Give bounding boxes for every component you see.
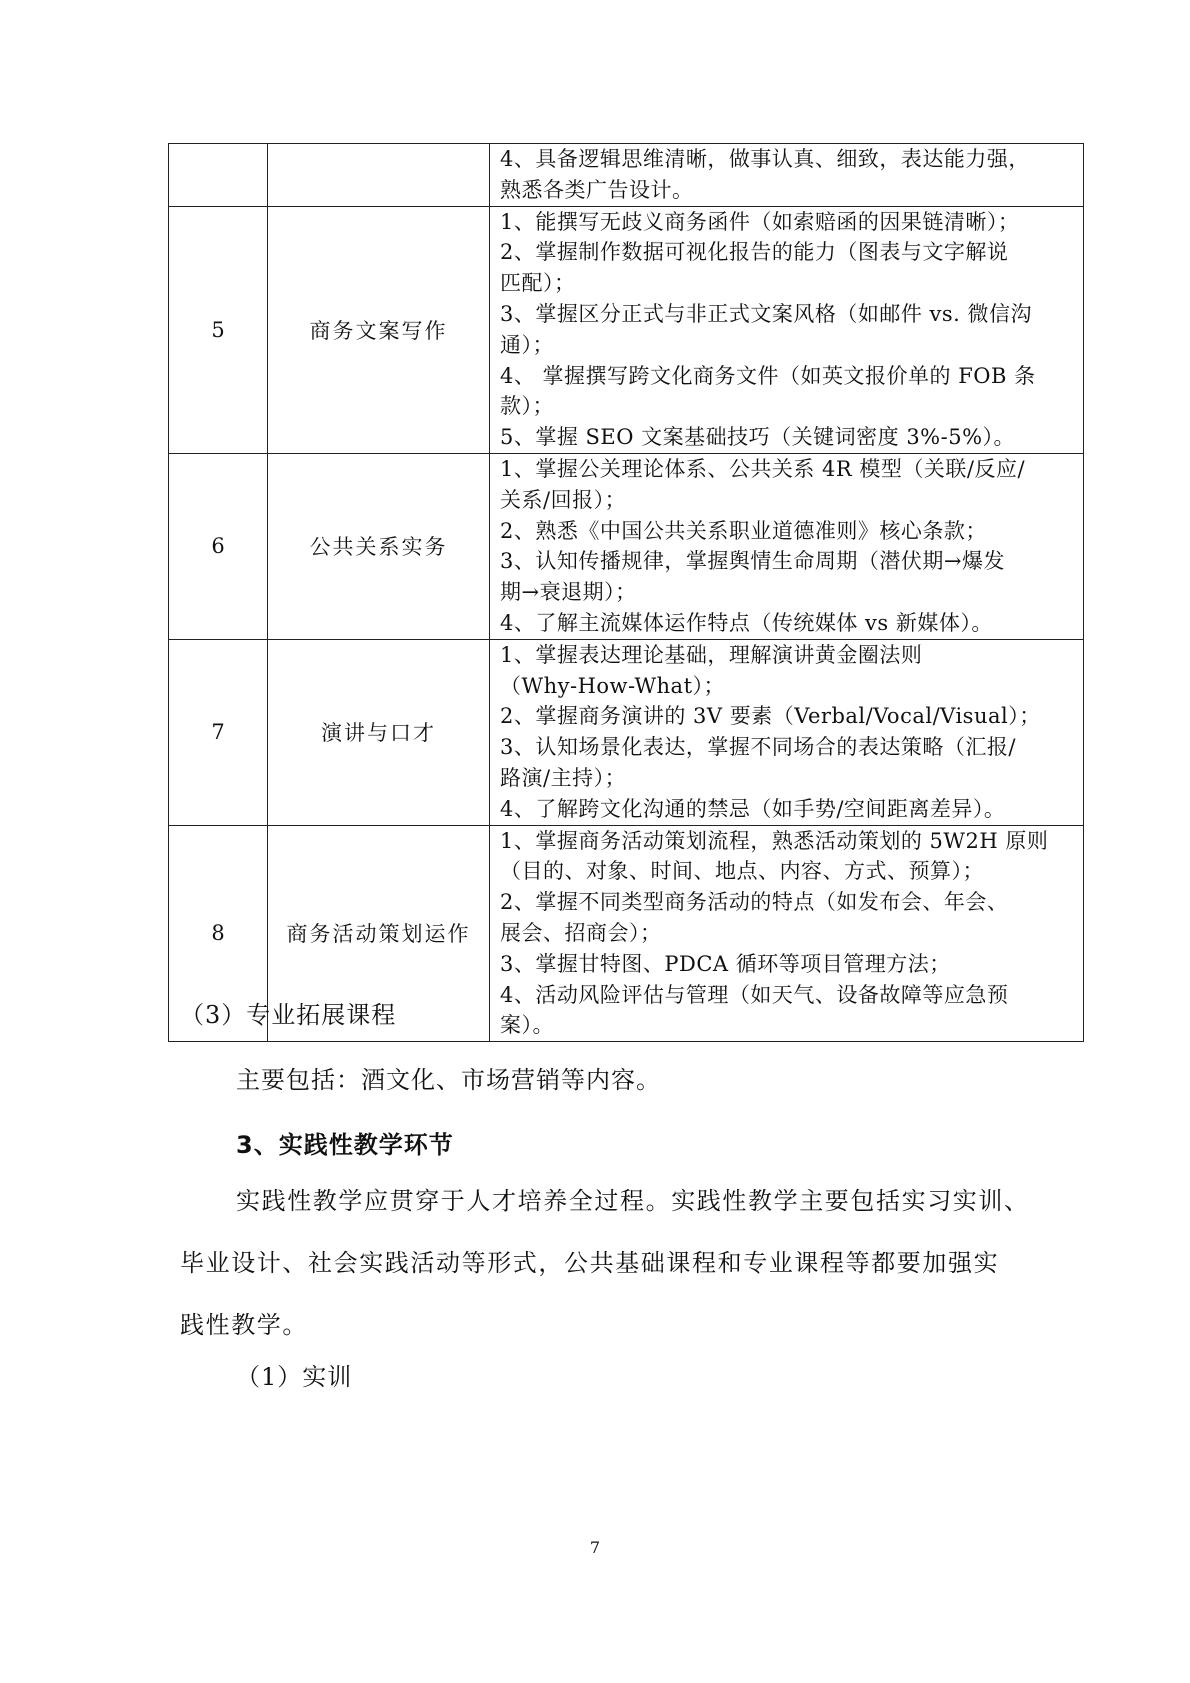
description-line: （目的、对象、时间、地点、内容、方式、预算）；: [500, 859, 984, 884]
description-line: 2、掌握制作数据可视化报告的能力（图表与文字解说: [500, 240, 1009, 265]
description-line: 关系/回报）；: [500, 487, 627, 512]
extension-body: 主要包括：酒文化、市场营销等内容。: [236, 1066, 661, 1094]
practice-heading: 3、实践性教学环节: [236, 1131, 454, 1159]
description-line: 通）；: [500, 332, 554, 357]
description-line: 3、掌握甘特图、PDCA 循环等项目管理方法；: [500, 951, 951, 976]
description-line: 4、具备逻辑思维清晰，做事认真、细致，表达能力强，: [500, 147, 1030, 171]
description-line: 5、掌握 SEO 文案基础技巧（关键词密度 3%-5%）。: [500, 425, 1016, 450]
section-extension-heading: （3）专业拓展课程: [180, 1001, 397, 1029]
practice-line-1: 实践性教学应贯穿于人才培养全过程。实践性教学主要包括实习实训、: [236, 1187, 1030, 1215]
description-line: （Why-How-What）；: [500, 673, 726, 698]
table-row: [169, 453, 1084, 639]
course-name-cell: 商务活动策划运作: [268, 825, 490, 1042]
description-line: 展会、招商会）；: [500, 920, 662, 945]
description-line: 4、了解跨文化沟通的禁忌（如手势/空间距离差异）。: [500, 796, 1006, 821]
description-line: 3、认知传播规律，掌握舆情生命周期（潜伏期→爆发: [500, 549, 1005, 574]
course-number-cell: 8: [169, 825, 268, 1042]
practice-line-3: 践性教学。: [180, 1311, 308, 1339]
course-name-cell: 演讲与口才: [268, 639, 490, 825]
practice-paragraph: [180, 1170, 1080, 1356]
description-line: 匹配）；: [500, 271, 576, 296]
course-name-cell: [268, 144, 490, 207]
course-name-cell: 商务文案写作: [268, 206, 490, 453]
training-heading: （1）实训: [236, 1363, 353, 1391]
description-line: 2、熟悉《中国公共关系职业道德准则》核心条款；: [500, 518, 987, 543]
course-description-cell: [490, 206, 1084, 453]
course-number-cell: [169, 144, 268, 207]
description-line: 4、 掌握撰写跨文化商务文件（如英文报价单的 FOB 条: [500, 363, 1036, 388]
description-line: 4、了解主流媒体运作特点（传统媒体 vs 新媒体）。: [500, 610, 993, 635]
course-number-cell: 7: [169, 639, 268, 825]
practice-line-2: 毕业设计、社会实践活动等形式，公共基础课程和专业课程等都要加强实: [180, 1249, 1000, 1277]
description-line: 路演/主持）；: [500, 765, 627, 790]
description-line: 案）。: [500, 1013, 554, 1038]
description-line: 1、掌握商务活动策划流程，熟悉活动策划的 5W2H 原则: [500, 828, 1049, 853]
table-row: [169, 206, 1084, 453]
course-description-cell: [490, 639, 1084, 825]
description-line: 1、能撰写无歧义商务函件（如索赔函的因果链清晰）；: [500, 209, 1020, 234]
course-table: [168, 143, 1084, 1042]
description-line: 2、掌握商务演讲的 3V 要素（Verbal/Vocal/Visual）；: [500, 704, 1041, 729]
table-row: [169, 639, 1084, 825]
description-line: 2、掌握不同类型商务活动的特点（如发布会、年会、: [500, 890, 1009, 915]
course-number-cell: 5: [169, 206, 268, 453]
page-number: 7: [589, 1538, 601, 1557]
description-line: 1、掌握表达理论基础，理解演讲黄金圈法则: [500, 642, 923, 667]
description-line: 熟悉各类广告设计。: [500, 177, 694, 202]
description-line: 4、活动风险评估与管理（如天气、设备故障等应急预: [500, 982, 1009, 1007]
course-number-cell: 6: [169, 453, 268, 639]
description-line: 1、掌握公关理论体系、公共关系 4R 模型（关联/反应/: [500, 456, 1026, 481]
course-description-cell: [490, 825, 1084, 1042]
course-description-cell: [490, 144, 1084, 207]
course-name-cell: 公共关系实务: [268, 453, 490, 639]
description-line: 期→衰退期）；: [500, 580, 637, 605]
description-line: 3、认知场景化表达，掌握不同场合的表达策略（汇报/: [500, 735, 1016, 760]
course-description-cell: [490, 453, 1084, 639]
description-line: 款）；: [500, 394, 554, 419]
table-row: [169, 144, 1084, 207]
description-line: 3、掌握区分正式与非正式文案风格（如邮件 vs. 微信沟: [500, 301, 1033, 326]
